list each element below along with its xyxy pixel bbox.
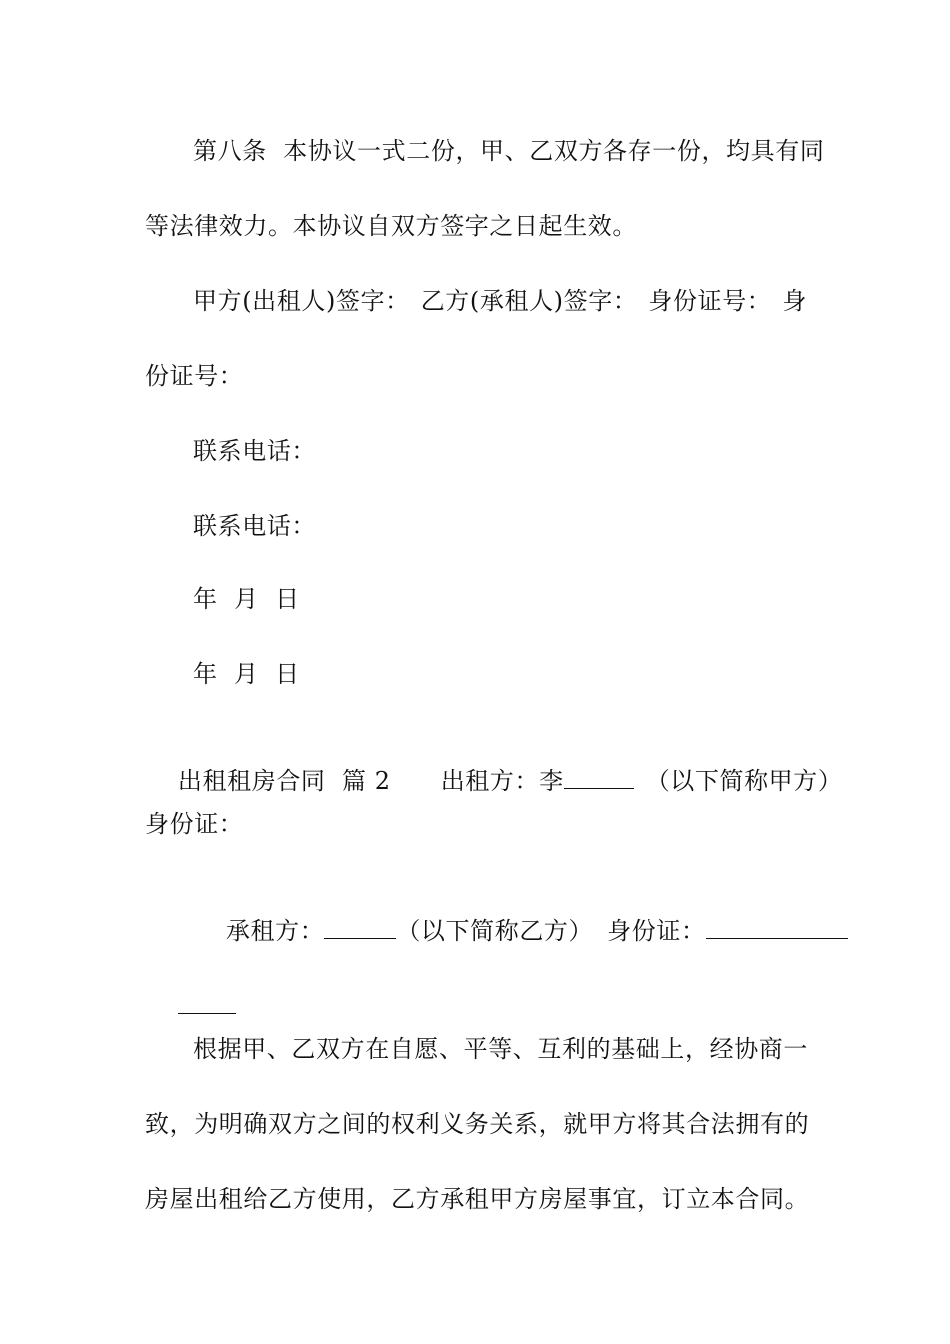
body-paragraph-line-3: 房屋出租给乙方使用，乙方承租甲方房屋事宜，订立本合同。 <box>145 1185 810 1213</box>
lessee-id-label: 身份证： <box>607 917 706 945</box>
id-number-label-continued: 份证号： <box>145 362 244 390</box>
lessee-id-blank-continued <box>178 991 236 1014</box>
party-b-signature-label: 乙方(承租人)签字： <box>420 287 638 315</box>
contact-phone-label-1: 联系电话： <box>193 437 316 465</box>
body-paragraph-line-2: 致，为明确双方之间的权利义务关系，就甲方将其合法拥有的 <box>145 1110 810 1138</box>
contract-title: 出租租房合同 篇 2 <box>177 767 391 795</box>
lessor-suffix: （以下简称甲方） <box>645 767 843 795</box>
date-line-2: 年 月 日 <box>193 660 300 688</box>
party-a-signature-label: 甲方(出租人)签字： <box>193 287 410 315</box>
lessor-id-label: 身份证： <box>145 810 244 838</box>
lessor-label: 出租方：李 <box>440 767 564 795</box>
lessor-name-blank <box>564 766 634 789</box>
lessee-name-blank <box>324 916 396 939</box>
contact-phone-label-2: 联系电话： <box>193 512 316 540</box>
lessee-id-blank <box>706 916 848 939</box>
date-line-1: 年 月 日 <box>193 585 300 613</box>
lessee-label: 承租方： <box>225 917 325 945</box>
id-number-label: 身份证号： <box>648 287 772 315</box>
lessee-suffix: （以下简称乙方） <box>396 917 594 945</box>
signature-line <box>193 285 807 317</box>
id-number-label-wrap: 身 <box>782 287 807 315</box>
article-8-line-1: 第八条 本协议一式二份，甲、乙双方各存一份，均具有同 <box>193 137 825 165</box>
article-8-line-2: 等法律效力。本协议自双方签字之日起生效。 <box>145 212 637 240</box>
body-paragraph-line-1: 根据甲、乙双方在自愿、平等、互利的基础上，经协商一 <box>193 1035 808 1063</box>
